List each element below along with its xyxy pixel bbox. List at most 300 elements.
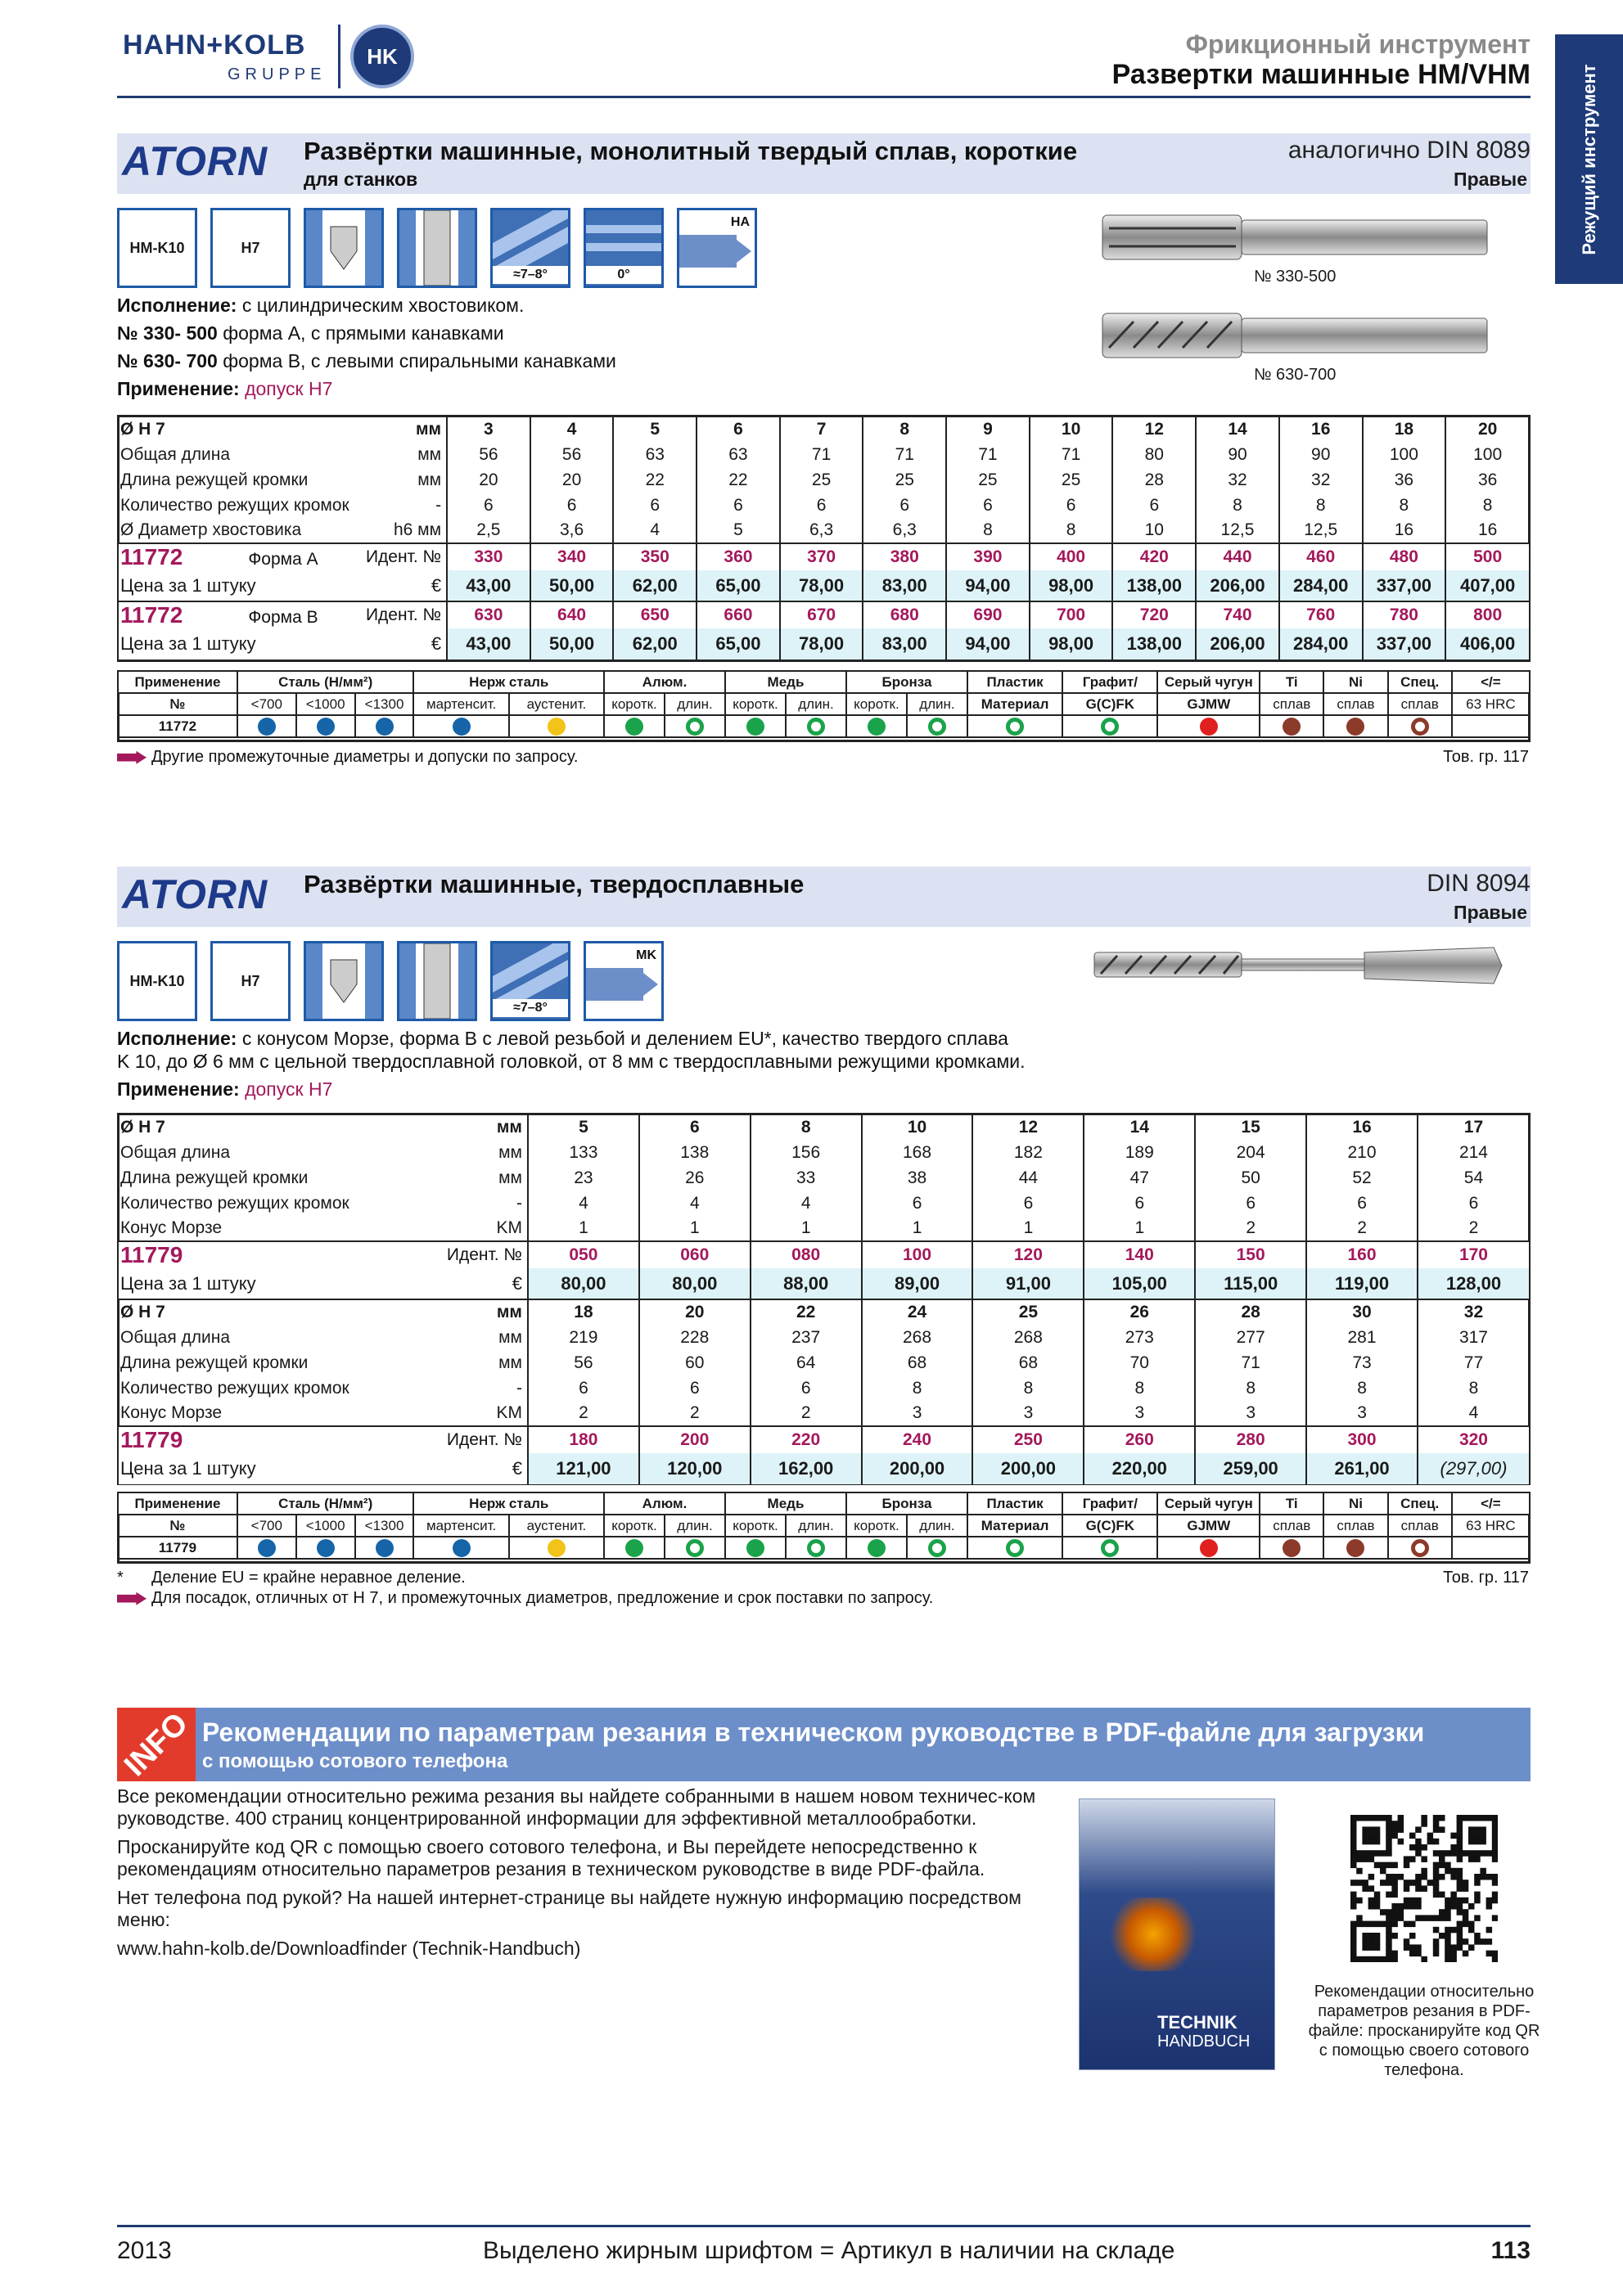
ident-number[interactable]: 150	[1195, 1241, 1306, 1268]
section1-norm: аналогично DIN 8089	[1287, 137, 1531, 164]
row-unit: мм	[496, 1303, 522, 1321]
price-value: 80,00	[639, 1268, 751, 1299]
cell-value: 1	[862, 1216, 973, 1241]
cell-value: 1	[1084, 1216, 1195, 1241]
section2-footnote: * Деление EU = крайне неравное деление.	[117, 1569, 466, 1587]
material-subgroup: GJMW	[1157, 693, 1260, 715]
cell-value: 6	[1195, 1191, 1306, 1216]
cell-value: 70	[1084, 1350, 1195, 1375]
material-group: Нерж сталь	[413, 1492, 604, 1515]
row-unit: -	[516, 1193, 522, 1213]
ident-number[interactable]: 160	[1306, 1241, 1418, 1268]
cell-value: 32	[1196, 467, 1279, 493]
cell-value: 5	[528, 1114, 639, 1140]
ident-row	[119, 1426, 1529, 1453]
material-group: Пластик	[967, 671, 1062, 693]
price-label: Цена за 1 штуку	[119, 1453, 405, 1484]
cell-value: 50	[1195, 1165, 1306, 1191]
cell-value: 6	[1030, 493, 1113, 518]
ident-number[interactable]: 350	[613, 543, 697, 570]
cell-value: 12	[1112, 416, 1196, 442]
cell-value: 281	[1306, 1325, 1418, 1350]
material-subgroup: коротк.	[725, 693, 786, 715]
row-label: Длина режущей кромки	[120, 1353, 309, 1372]
ident-number[interactable]: 460	[1279, 543, 1363, 570]
price-value: 62,00	[613, 628, 697, 660]
suitability-dot-icon	[746, 1539, 764, 1557]
info-title: Рекомендации по параметрам резания в техническом руководстве в PDF-файле для загрузки	[202, 1717, 1425, 1747]
ident-number[interactable]: 260	[1084, 1426, 1195, 1453]
cell-value: 18	[528, 1299, 639, 1325]
price-value: 200,00	[972, 1453, 1084, 1484]
material-subgroup: <1300	[355, 693, 414, 715]
material-table-2	[117, 1492, 1531, 1560]
material-group: Медь	[725, 671, 846, 693]
ident-number[interactable]: 690	[946, 601, 1030, 628]
ident-label: Идент. №	[364, 601, 447, 628]
form-label: Форма В	[248, 608, 318, 627]
ident-number[interactable]: 360	[697, 543, 780, 570]
material-subgroup: длин.	[907, 693, 967, 715]
cell-value: 6	[697, 416, 780, 442]
cell-value: 5	[697, 518, 780, 543]
cell-value: 2	[1418, 1216, 1529, 1241]
ident-number[interactable]: 100	[862, 1241, 973, 1268]
section1-group-ref: Тов. гр. 117	[1443, 748, 1529, 766]
cell-value: 6	[1306, 1191, 1418, 1216]
row-unit: мм	[498, 1168, 522, 1187]
cell-value: 6	[1112, 493, 1196, 518]
cell-value: 317	[1418, 1325, 1529, 1350]
cell-value: 8	[751, 1114, 862, 1140]
suitability-dot-icon	[1411, 718, 1429, 736]
ident-number[interactable]: 420	[1112, 543, 1196, 570]
material-subgroup: длин.	[907, 1515, 967, 1537]
row-label: Длина режущей кромки	[120, 1168, 309, 1187]
cell-value: 8	[1363, 493, 1446, 518]
cell-value: 2,5	[447, 518, 530, 543]
ident-number[interactable]: 640	[530, 601, 614, 628]
footer-rule	[117, 2225, 1531, 2227]
ident-number[interactable]: 250	[972, 1426, 1084, 1453]
cell-value: 68	[862, 1350, 973, 1375]
cell-value: 1	[751, 1216, 862, 1241]
cell-value: 3	[1195, 1401, 1306, 1426]
cell-value: 2	[1195, 1216, 1306, 1241]
material-group: Применение	[118, 1492, 237, 1515]
cell-value: 80	[1112, 442, 1196, 467]
cell-value: 6	[780, 493, 863, 518]
material-subgroup: коротк.	[846, 1515, 907, 1537]
section1-description	[117, 291, 616, 403]
material-suitability-row	[118, 1537, 1530, 1559]
material-subgroup: длин.	[786, 693, 846, 715]
cell-value: 90	[1196, 442, 1279, 467]
material-subgroup: GJMW	[1157, 1515, 1260, 1537]
suitability-dot-icon	[1283, 1539, 1301, 1557]
desc-line: Исполнение: с конусом Морзе, форма В с левой резьбой и делением EU*, качество твердого сплава	[117, 1028, 1008, 1049]
handbook-cover: TECHNIK HANDBUCH	[1079, 1799, 1275, 2070]
material-subgroup: 63 HRC	[1452, 693, 1530, 715]
material-group: Графит/	[1062, 1492, 1157, 1515]
cell-value: 6	[697, 493, 780, 518]
ident-number[interactable]: 390	[946, 543, 1030, 570]
material-subgroup: коротк.	[725, 1515, 786, 1537]
ident-number[interactable]: 180	[528, 1426, 639, 1453]
cell-value: 8	[863, 416, 946, 442]
section2-title: Развёртки машинные, твердосплавные	[304, 870, 805, 898]
cell-value: 100	[1445, 442, 1529, 467]
material-article: 11779	[118, 1537, 237, 1559]
material-group: Сталь (Н/мм²)	[237, 671, 414, 693]
row-label: Длина режущей кромки	[120, 470, 309, 489]
through-hole-icon	[397, 941, 477, 1021]
helix-icon: ≈7–8°	[490, 208, 570, 288]
cell-value: 3	[862, 1401, 973, 1426]
suitability-dot-icon	[1283, 718, 1301, 736]
suitability-dot-icon	[1411, 1539, 1429, 1557]
material-group: Ti	[1260, 671, 1323, 693]
material-subheader	[118, 1515, 1530, 1537]
spec-row	[119, 1114, 1529, 1140]
cell-value: 8	[1195, 1375, 1306, 1401]
row-unit: мм	[496, 1117, 522, 1137]
suitability-dot-icon	[376, 718, 394, 736]
tolerance-icon: H7	[210, 941, 291, 1021]
logo-badge: HK	[350, 25, 414, 88]
blind-hole-icon	[304, 941, 384, 1021]
cell-value: 8	[1445, 493, 1529, 518]
cell-value: 2	[639, 1401, 751, 1426]
row-unit: мм	[415, 419, 442, 439]
price-value: 138,00	[1112, 628, 1196, 660]
ident-number[interactable]: 760	[1279, 601, 1363, 628]
cell-value: 4	[1418, 1401, 1529, 1426]
ident-number[interactable]: 280	[1195, 1426, 1306, 1453]
cell-value: 10	[1112, 518, 1196, 543]
price-value: 261,00	[1306, 1453, 1418, 1484]
cell-value: 90	[1279, 442, 1363, 467]
info-paragraph-1: Все рекомендации относительно режима резания вы найдете собранными в нашем новом техничес-ком руководстве. 400 страниц концентрированной информации для эффективной металлообработки.	[117, 1785, 1036, 1829]
row-label: Ø H 7	[120, 1117, 165, 1137]
price-value: 119,00	[1306, 1268, 1418, 1299]
suitability-dot-icon	[453, 718, 471, 736]
cell-value: 71	[1195, 1350, 1306, 1375]
material-group: Серый чугун	[1157, 671, 1260, 693]
cell-value: 52	[1306, 1165, 1418, 1191]
price-value: 206,00	[1196, 570, 1279, 601]
row-label: Ø H 7	[120, 419, 165, 439]
row-unit: -	[435, 495, 442, 515]
ident-number[interactable]: 380	[863, 543, 946, 570]
cell-value: 25	[946, 467, 1030, 493]
spec-row	[119, 1191, 1529, 1216]
material-group: Ni	[1323, 1492, 1387, 1515]
cell-value: 71	[1030, 442, 1113, 467]
suitability-dot-icon	[1006, 1539, 1024, 1557]
cell-value: 277	[1195, 1325, 1306, 1350]
cell-value: 28	[1112, 467, 1196, 493]
info-paragraph-3: Нет телефона под рукой? На нашей интернет-странице вы найдете нужную информацию посредством меню:	[117, 1887, 1021, 1930]
spec-row	[119, 442, 1529, 467]
ident-number[interactable]: 780	[1363, 601, 1446, 628]
spec-row	[119, 416, 1529, 442]
price-value: 98,00	[1030, 570, 1113, 601]
price-value: 62,00	[613, 570, 697, 601]
price-value: 91,00	[972, 1268, 1084, 1299]
price-value: 83,00	[863, 628, 946, 660]
ident-number[interactable]: 300	[1306, 1426, 1418, 1453]
ident-number[interactable]: 630	[447, 601, 530, 628]
atorn-logo: ATORN	[122, 138, 268, 184]
ident-number[interactable]: 200	[639, 1426, 751, 1453]
price-row	[119, 1268, 1529, 1299]
ident-number[interactable]: 330	[447, 543, 530, 570]
cell-value: 8	[1418, 1375, 1529, 1401]
cell-value: 4	[613, 518, 697, 543]
reamer-image-morse	[1093, 941, 1510, 990]
row-unit: h6 мм	[393, 520, 442, 539]
logo-sub: GRUPPE	[228, 65, 327, 83]
material-group: </=	[1452, 671, 1530, 693]
cell-value: 14	[1196, 416, 1279, 442]
ident-number[interactable]: 740	[1196, 601, 1279, 628]
row-label: Общая длина	[120, 444, 231, 464]
cell-value: 6	[639, 1114, 751, 1140]
price-value: 337,00	[1363, 570, 1446, 601]
cell-value: 20	[447, 467, 530, 493]
spec-row	[119, 493, 1529, 518]
desc-line: Применение: допуск H7	[117, 1078, 333, 1100]
footer-year: 2013	[117, 2237, 172, 2264]
suitability-dot-icon	[1200, 1539, 1218, 1557]
material-icon: HM-K10	[117, 941, 197, 1021]
material-subgroup: мартенсит.	[413, 693, 508, 715]
material-group: </=	[1452, 1492, 1530, 1515]
cell-value: 228	[639, 1325, 751, 1350]
cell-value: 64	[751, 1350, 862, 1375]
price-label: Цена за 1 штуку	[119, 1268, 405, 1299]
material-subgroup: <1300	[355, 1515, 414, 1537]
cell-value: 6,3	[780, 518, 863, 543]
cell-value: 6	[613, 493, 697, 518]
ident-number[interactable]: 480	[1363, 543, 1446, 570]
cell-value: 9	[946, 416, 1030, 442]
material-subgroup: сплав	[1323, 1515, 1387, 1537]
arrow-icon	[117, 751, 147, 764]
material-subgroup: длин.	[665, 693, 725, 715]
material-group: Ni	[1323, 671, 1387, 693]
side-tab[interactable]: Режущий инструмент	[1555, 34, 1623, 284]
price-value: 200,00	[862, 1453, 973, 1484]
suitability-dot-icon	[1346, 718, 1364, 736]
material-group: Ti	[1260, 1492, 1323, 1515]
cell-value: 25	[863, 467, 946, 493]
logo-text: HAHN+KOLB	[123, 29, 306, 61]
material-subgroup: G(C)FK	[1062, 1515, 1157, 1537]
cell-value: 6	[972, 1191, 1084, 1216]
row-label: Количество режущих кромок	[120, 1193, 349, 1213]
cell-value: 214	[1418, 1140, 1529, 1165]
currency: €	[405, 1268, 528, 1299]
row-label: Общая длина	[120, 1327, 231, 1347]
cell-value: 22	[613, 467, 697, 493]
ident-number[interactable]: 140	[1084, 1241, 1195, 1268]
spec-row	[119, 1299, 1529, 1325]
cell-value: 138	[639, 1140, 751, 1165]
cell-value: 6	[530, 493, 614, 518]
material-subgroup: сплав	[1260, 1515, 1323, 1537]
ident-number[interactable]: 320	[1418, 1426, 1529, 1453]
ident-row	[119, 543, 1529, 570]
section1-note: Другие промежуточные диаметры и допуски по запросу.	[117, 748, 578, 767]
cell-value: 237	[751, 1325, 862, 1350]
price-value: 138,00	[1112, 570, 1196, 601]
ident-number[interactable]: 060	[639, 1241, 751, 1268]
cell-value: 63	[697, 442, 780, 467]
cell-value: 268	[972, 1325, 1084, 1350]
suitability-dot-icon	[868, 1539, 886, 1557]
cell-value: 36	[1445, 467, 1529, 493]
ident-number[interactable]: 650	[613, 601, 697, 628]
price-value: 50,00	[530, 628, 614, 660]
material-group: Медь	[725, 1492, 846, 1515]
info-badge: INFO	[117, 1705, 195, 1783]
ident-number[interactable]: 500	[1445, 543, 1529, 570]
ident-number[interactable]: 050	[528, 1241, 639, 1268]
cell-value: 71	[863, 442, 946, 467]
row-label: Конус Морзе	[120, 1403, 223, 1422]
price-value: 83,00	[863, 570, 946, 601]
suitability-dot-icon	[1006, 718, 1024, 736]
price-value: 94,00	[946, 628, 1030, 660]
footer-legend: Выделено жирным шрифтом = Артикул в наличии на складе	[483, 2237, 1175, 2264]
cell-value: 6	[528, 1375, 639, 1401]
cell-value: 23	[528, 1165, 639, 1191]
price-value: 88,00	[751, 1268, 862, 1299]
material-subgroup: Материал	[967, 1515, 1062, 1537]
price-value: 284,00	[1279, 628, 1363, 660]
ident-number[interactable]: 120	[972, 1241, 1084, 1268]
suitability-dot-icon	[1200, 718, 1218, 736]
cell-value: 20	[530, 467, 614, 493]
ident-number[interactable]: 240	[862, 1426, 973, 1453]
price-label: Цена за 1 штуку	[119, 570, 364, 601]
tolerance-icon: H7	[210, 208, 291, 288]
cell-value: 8	[1030, 518, 1113, 543]
section2-spec-table	[119, 1114, 1529, 1484]
material-group: Нерж сталь	[413, 671, 604, 693]
material-subgroup: коротк.	[846, 693, 907, 715]
cell-value: 32	[1279, 467, 1363, 493]
ident-number[interactable]: 220	[751, 1426, 862, 1453]
cell-value: 56	[528, 1350, 639, 1375]
row-label: Ø Диаметр хвостовика	[120, 520, 302, 539]
section2-band	[117, 867, 1531, 927]
ident-number[interactable]: 370	[780, 543, 863, 570]
qr-code[interactable]	[1350, 1815, 1498, 1962]
row-unit: мм	[498, 1142, 522, 1162]
price-value: 259,00	[1195, 1453, 1306, 1484]
material-subgroup: длин.	[786, 1515, 846, 1537]
helix-icon: ≈7–8°	[490, 941, 570, 1021]
cell-value: 44	[972, 1165, 1084, 1191]
section2-icons	[117, 941, 772, 1023]
spec-row	[119, 1216, 1529, 1241]
ident-number[interactable]: 660	[697, 601, 780, 628]
section1-icons	[117, 208, 772, 290]
header-title: Развертки машинные HM/VHM	[1111, 59, 1531, 90]
ident-number[interactable]: 670	[780, 601, 863, 628]
info-link[interactable]: www.hahn-kolb.de/Downloadfinder (Technik-Handbuch)	[117, 1938, 581, 1959]
cell-value: 133	[528, 1140, 639, 1165]
material-subgroup: коротк.	[604, 1515, 665, 1537]
atorn-logo: ATORN	[122, 871, 268, 917]
blind-hole-icon	[304, 208, 384, 288]
material-subgroup: <1000	[296, 693, 355, 715]
cell-value: 10	[862, 1114, 973, 1140]
caption-330-500: № 330-500	[1254, 268, 1337, 286]
cell-value: 63	[613, 442, 697, 467]
price-value: 98,00	[1030, 628, 1113, 660]
price-value: 89,00	[862, 1268, 973, 1299]
section2-direction: Правые	[1454, 902, 1527, 923]
cell-value: 16	[1279, 416, 1363, 442]
row-label: Ø H 7	[120, 1303, 165, 1321]
price-value: 206,00	[1196, 628, 1279, 660]
cell-value: 12	[972, 1114, 1084, 1140]
spec-row	[119, 1401, 1529, 1426]
spec-row	[119, 1140, 1529, 1165]
ident-number[interactable]: 720	[1112, 601, 1196, 628]
ident-number[interactable]: 170	[1418, 1241, 1529, 1268]
company-logo	[123, 25, 417, 90]
cell-value: 6	[946, 493, 1030, 518]
cell-value: 32	[1418, 1299, 1529, 1325]
cell-value: 15	[1195, 1114, 1306, 1140]
ident-number[interactable]: 440	[1196, 543, 1279, 570]
ident-number[interactable]: 080	[751, 1241, 862, 1268]
cell-value: 8	[1084, 1375, 1195, 1401]
material-subheader	[118, 693, 1530, 715]
cell-value: 3	[447, 416, 530, 442]
cell-value: 54	[1418, 1165, 1529, 1191]
material-group: Спец.	[1388, 671, 1452, 693]
ident-number[interactable]: 680	[863, 601, 946, 628]
ident-number[interactable]: 800	[1445, 601, 1529, 628]
cell-value: 38	[862, 1165, 973, 1191]
price-value: 105,00	[1084, 1268, 1195, 1299]
suitability-dot-icon	[453, 1539, 471, 1557]
spec-row	[119, 518, 1529, 543]
ident-label: Идент. №	[405, 1426, 528, 1453]
price-value: 43,00	[447, 570, 530, 601]
material-subgroup: сплав	[1388, 1515, 1452, 1537]
cell-value: 3,6	[530, 518, 614, 543]
cell-value: 28	[1195, 1299, 1306, 1325]
material-subgroup: аустенит.	[509, 693, 604, 715]
material-article: 11772	[118, 715, 237, 737]
ident-number[interactable]: 400	[1030, 543, 1113, 570]
cell-value: 6	[863, 493, 946, 518]
material-group: Сталь (Н/мм²)	[237, 1492, 414, 1515]
cell-value: 30	[1306, 1299, 1418, 1325]
ident-number[interactable]: 700	[1030, 601, 1113, 628]
ident-number[interactable]: 340	[530, 543, 614, 570]
material-table-1	[117, 670, 1531, 738]
material-subgroup: аустенит.	[509, 1515, 604, 1537]
cell-value: 16	[1306, 1114, 1418, 1140]
